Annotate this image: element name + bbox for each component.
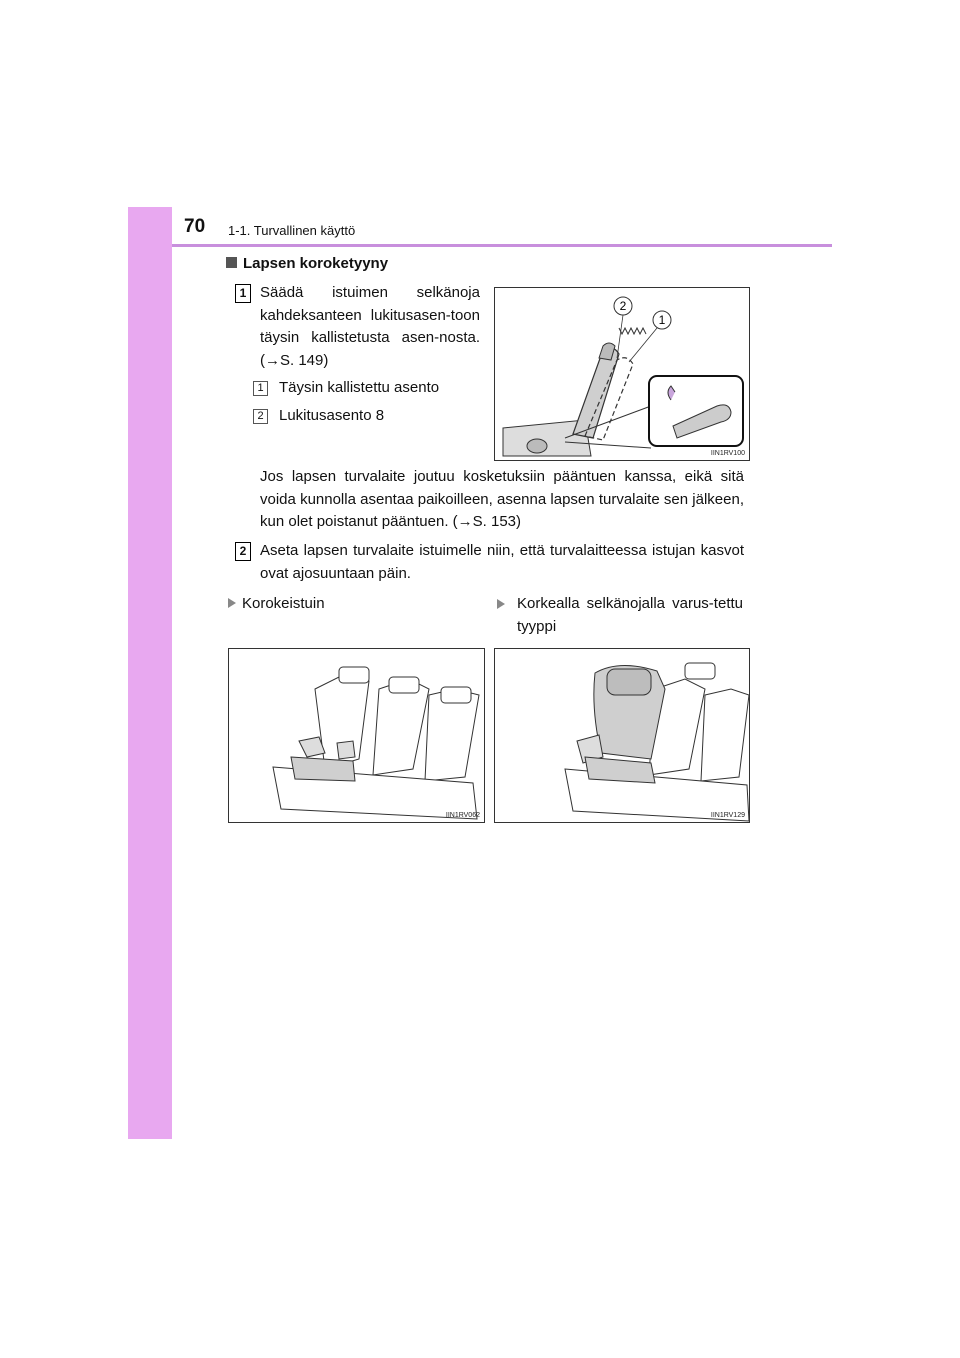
callout-1-badge: 1 <box>253 381 268 396</box>
figure-code: IIN1RV100 <box>710 450 745 457</box>
header-rule <box>172 244 832 247</box>
step-1-note: Jos lapsen turvalaite joutuu kosketuksiin pääntuen kanssa, eikä sitä voida kunnolla asentaa paikoilleen, asenna lapsen turvalaite sen jälkeen, kun olet poistanut pääntuen. (→S. 153) <box>260 468 744 530</box>
type-booster-label-row <box>228 593 325 616</box>
highback-seat-illustration <box>495 649 749 822</box>
callout-2-label: Lukitusasento 8 <box>279 407 385 424</box>
square-bullet-icon <box>226 257 237 268</box>
section-heading <box>226 255 388 272</box>
booster-seat-illustration <box>229 649 484 822</box>
svg-text:2: 2 <box>619 299 627 313</box>
triangle-bullet-icon <box>228 598 236 608</box>
page-number: 70 <box>184 216 206 237</box>
figure-seat-recline <box>494 287 750 461</box>
step-1-badge: 1 <box>235 284 251 303</box>
section-title: 1-1. Turvallinen käyttö <box>228 223 356 238</box>
type-highback-label: Korkealla selkänojalla varus-tettu tyyppi <box>517 595 743 635</box>
triangle-bullet-icon <box>497 599 505 609</box>
figure-code: IIN1RV062 <box>445 812 480 819</box>
callout-2-badge: 2 <box>253 409 268 424</box>
step-1-text: Säädä istuimen selkänoja kahdeksanteen lukitusasen-toon täysin kallistetusta asen-nosta. (→S. 149) <box>260 284 480 369</box>
figure-code: IIN1RV129 <box>710 812 745 819</box>
type-booster-label: Korokeistuin <box>242 595 325 612</box>
heading-text: Lapsen koroketyyny <box>243 255 389 272</box>
step-2-text: Aseta lapsen turvalaite istuimelle niin, että turvalaitteessa istujan kasvot ovat ajosuuntaan päin. <box>260 542 744 582</box>
callout-1-label: Täysin kallistettu asento <box>279 379 440 396</box>
figure-highback-seat <box>494 648 750 823</box>
seat-recline-illustration <box>495 288 749 460</box>
figure-booster-seat <box>228 648 485 823</box>
chapter-sidebar <box>128 207 172 1139</box>
step-2-badge: 2 <box>235 542 251 561</box>
type-highback-label-row <box>497 593 743 638</box>
svg-text:1: 1 <box>658 313 666 327</box>
